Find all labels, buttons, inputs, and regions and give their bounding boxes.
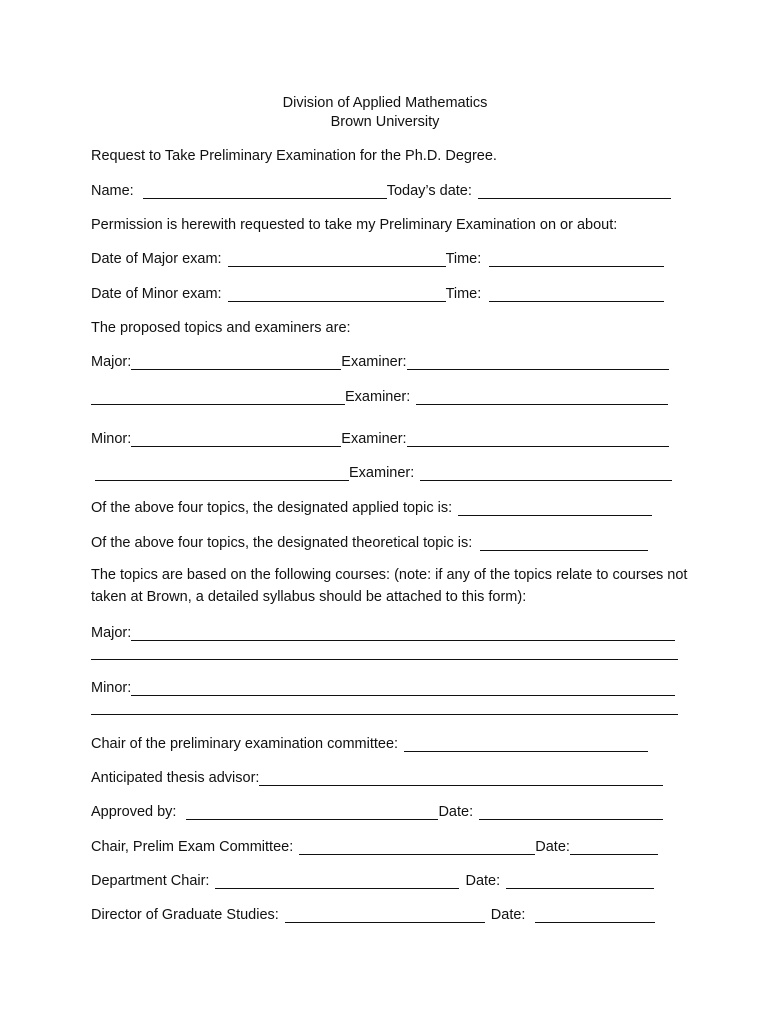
major-courses-field[interactable]	[131, 627, 675, 641]
minor-courses-row	[91, 678, 675, 696]
major-exam-time-field[interactable]	[489, 253, 664, 267]
minor-topic-2-row	[95, 463, 672, 481]
minor-courses-label: Minor:	[91, 680, 132, 696]
major-topic-2-row	[91, 387, 668, 405]
major-courses-label: Major:	[91, 625, 132, 641]
chair-prelim-label: Chair, Prelim Exam Committee:	[91, 839, 294, 855]
applied-topic-row	[91, 498, 652, 516]
division-heading: Division of Applied Mathematics	[282, 95, 488, 111]
todays-date-field[interactable]	[478, 185, 671, 199]
major-label: Major:	[91, 354, 132, 370]
approved-by-field[interactable]	[186, 806, 438, 820]
applied-topic-field[interactable]	[458, 502, 652, 516]
minor-courses-line-2[interactable]	[91, 714, 678, 715]
minor-exam-date-field[interactable]	[228, 288, 446, 302]
theoretical-topic-row	[91, 533, 648, 551]
university-heading: Brown University	[330, 114, 440, 130]
major-exam-row	[91, 249, 664, 267]
examiner-label: Examiner:	[341, 431, 407, 447]
approved-by-label: Approved by:	[91, 804, 177, 820]
major-examiner-1-field[interactable]	[407, 356, 669, 370]
department-chair-row	[91, 871, 654, 889]
applied-topic-label: Of the above four topics, the designated applied topic is:	[91, 500, 453, 516]
minor-topic-1-row	[91, 429, 669, 447]
department-chair-date-field[interactable]	[506, 875, 654, 889]
department-chair-field[interactable]	[215, 875, 459, 889]
theoretical-topic-field[interactable]	[480, 537, 648, 551]
major-exam-date-field[interactable]	[228, 253, 446, 267]
examiner-label: Examiner:	[341, 354, 407, 370]
major-exam-date-label: Date of Major exam:	[91, 251, 222, 267]
department-chair-date-label: Date:	[465, 873, 501, 889]
chair-prelim-row	[91, 837, 658, 855]
minor-exam-row	[91, 284, 664, 302]
thesis-advisor-field[interactable]	[259, 772, 663, 786]
director-date-label: Date:	[490, 907, 526, 923]
topics-intro: The proposed topics and examiners are:	[91, 320, 351, 336]
approved-date-label: Date:	[438, 804, 474, 820]
minor-examiner-2-field[interactable]	[420, 467, 672, 481]
courses-note: The topics are based on the following courses: (note: if any of the topics relate to courses not taken at Brown, a detailed syllabus should be attached to this form):	[91, 567, 688, 605]
approved-date-field[interactable]	[479, 806, 663, 820]
major-courses-line-2[interactable]	[91, 659, 678, 660]
major-topic-1-row	[91, 352, 669, 370]
major-topic-2-field[interactable]	[91, 391, 345, 405]
chair-committee-row	[91, 734, 648, 752]
theoretical-topic-label: Of the above four topics, the designated theoretical topic is:	[91, 535, 473, 551]
department-chair-label: Department Chair:	[91, 873, 210, 889]
minor-label: Minor:	[91, 431, 132, 447]
todays-date-label: Today’s date:	[386, 183, 472, 199]
thesis-advisor-row	[91, 768, 663, 786]
minor-exam-date-label: Date of Minor exam:	[91, 286, 222, 302]
topics-intro-row	[91, 318, 351, 336]
thesis-advisor-label: Anticipated thesis advisor:	[91, 770, 260, 786]
director-label: Director of Graduate Studies:	[91, 907, 279, 923]
major-courses-row	[91, 623, 675, 641]
chair-prelim-date-field[interactable]	[570, 841, 658, 855]
approved-by-row	[91, 802, 663, 820]
examiner-label: Examiner:	[349, 465, 415, 481]
form-title: Request to Take Preliminary Examination for the Ph.D. Degree.	[91, 148, 497, 164]
form-title-row	[91, 146, 497, 164]
director-row	[91, 905, 655, 923]
major-examiner-2-field[interactable]	[416, 391, 668, 405]
major-exam-time-label: Time:	[445, 251, 482, 267]
minor-topic-1-field[interactable]	[131, 433, 341, 447]
minor-examiner-1-field[interactable]	[407, 433, 669, 447]
director-field[interactable]	[285, 909, 485, 923]
name-row	[91, 181, 671, 199]
permission-row	[91, 215, 617, 233]
chair-committee-label: Chair of the preliminary examination committee:	[91, 736, 399, 752]
permission-text: Permission is herewith requested to take my Preliminary Examination on or about:	[91, 217, 618, 233]
minor-topic-2-field[interactable]	[95, 467, 349, 481]
chair-committee-field[interactable]	[404, 738, 648, 752]
minor-courses-field[interactable]	[131, 682, 675, 696]
chair-prelim-field[interactable]	[299, 841, 535, 855]
major-topic-1-field[interactable]	[131, 356, 341, 370]
chair-prelim-date-label: Date:	[535, 839, 570, 855]
name-field[interactable]	[143, 185, 387, 199]
examiner-label: Examiner:	[345, 389, 411, 405]
name-label: Name:	[91, 183, 134, 199]
director-date-field[interactable]	[535, 909, 655, 923]
minor-exam-time-label: Time:	[445, 286, 482, 302]
minor-exam-time-field[interactable]	[489, 288, 664, 302]
